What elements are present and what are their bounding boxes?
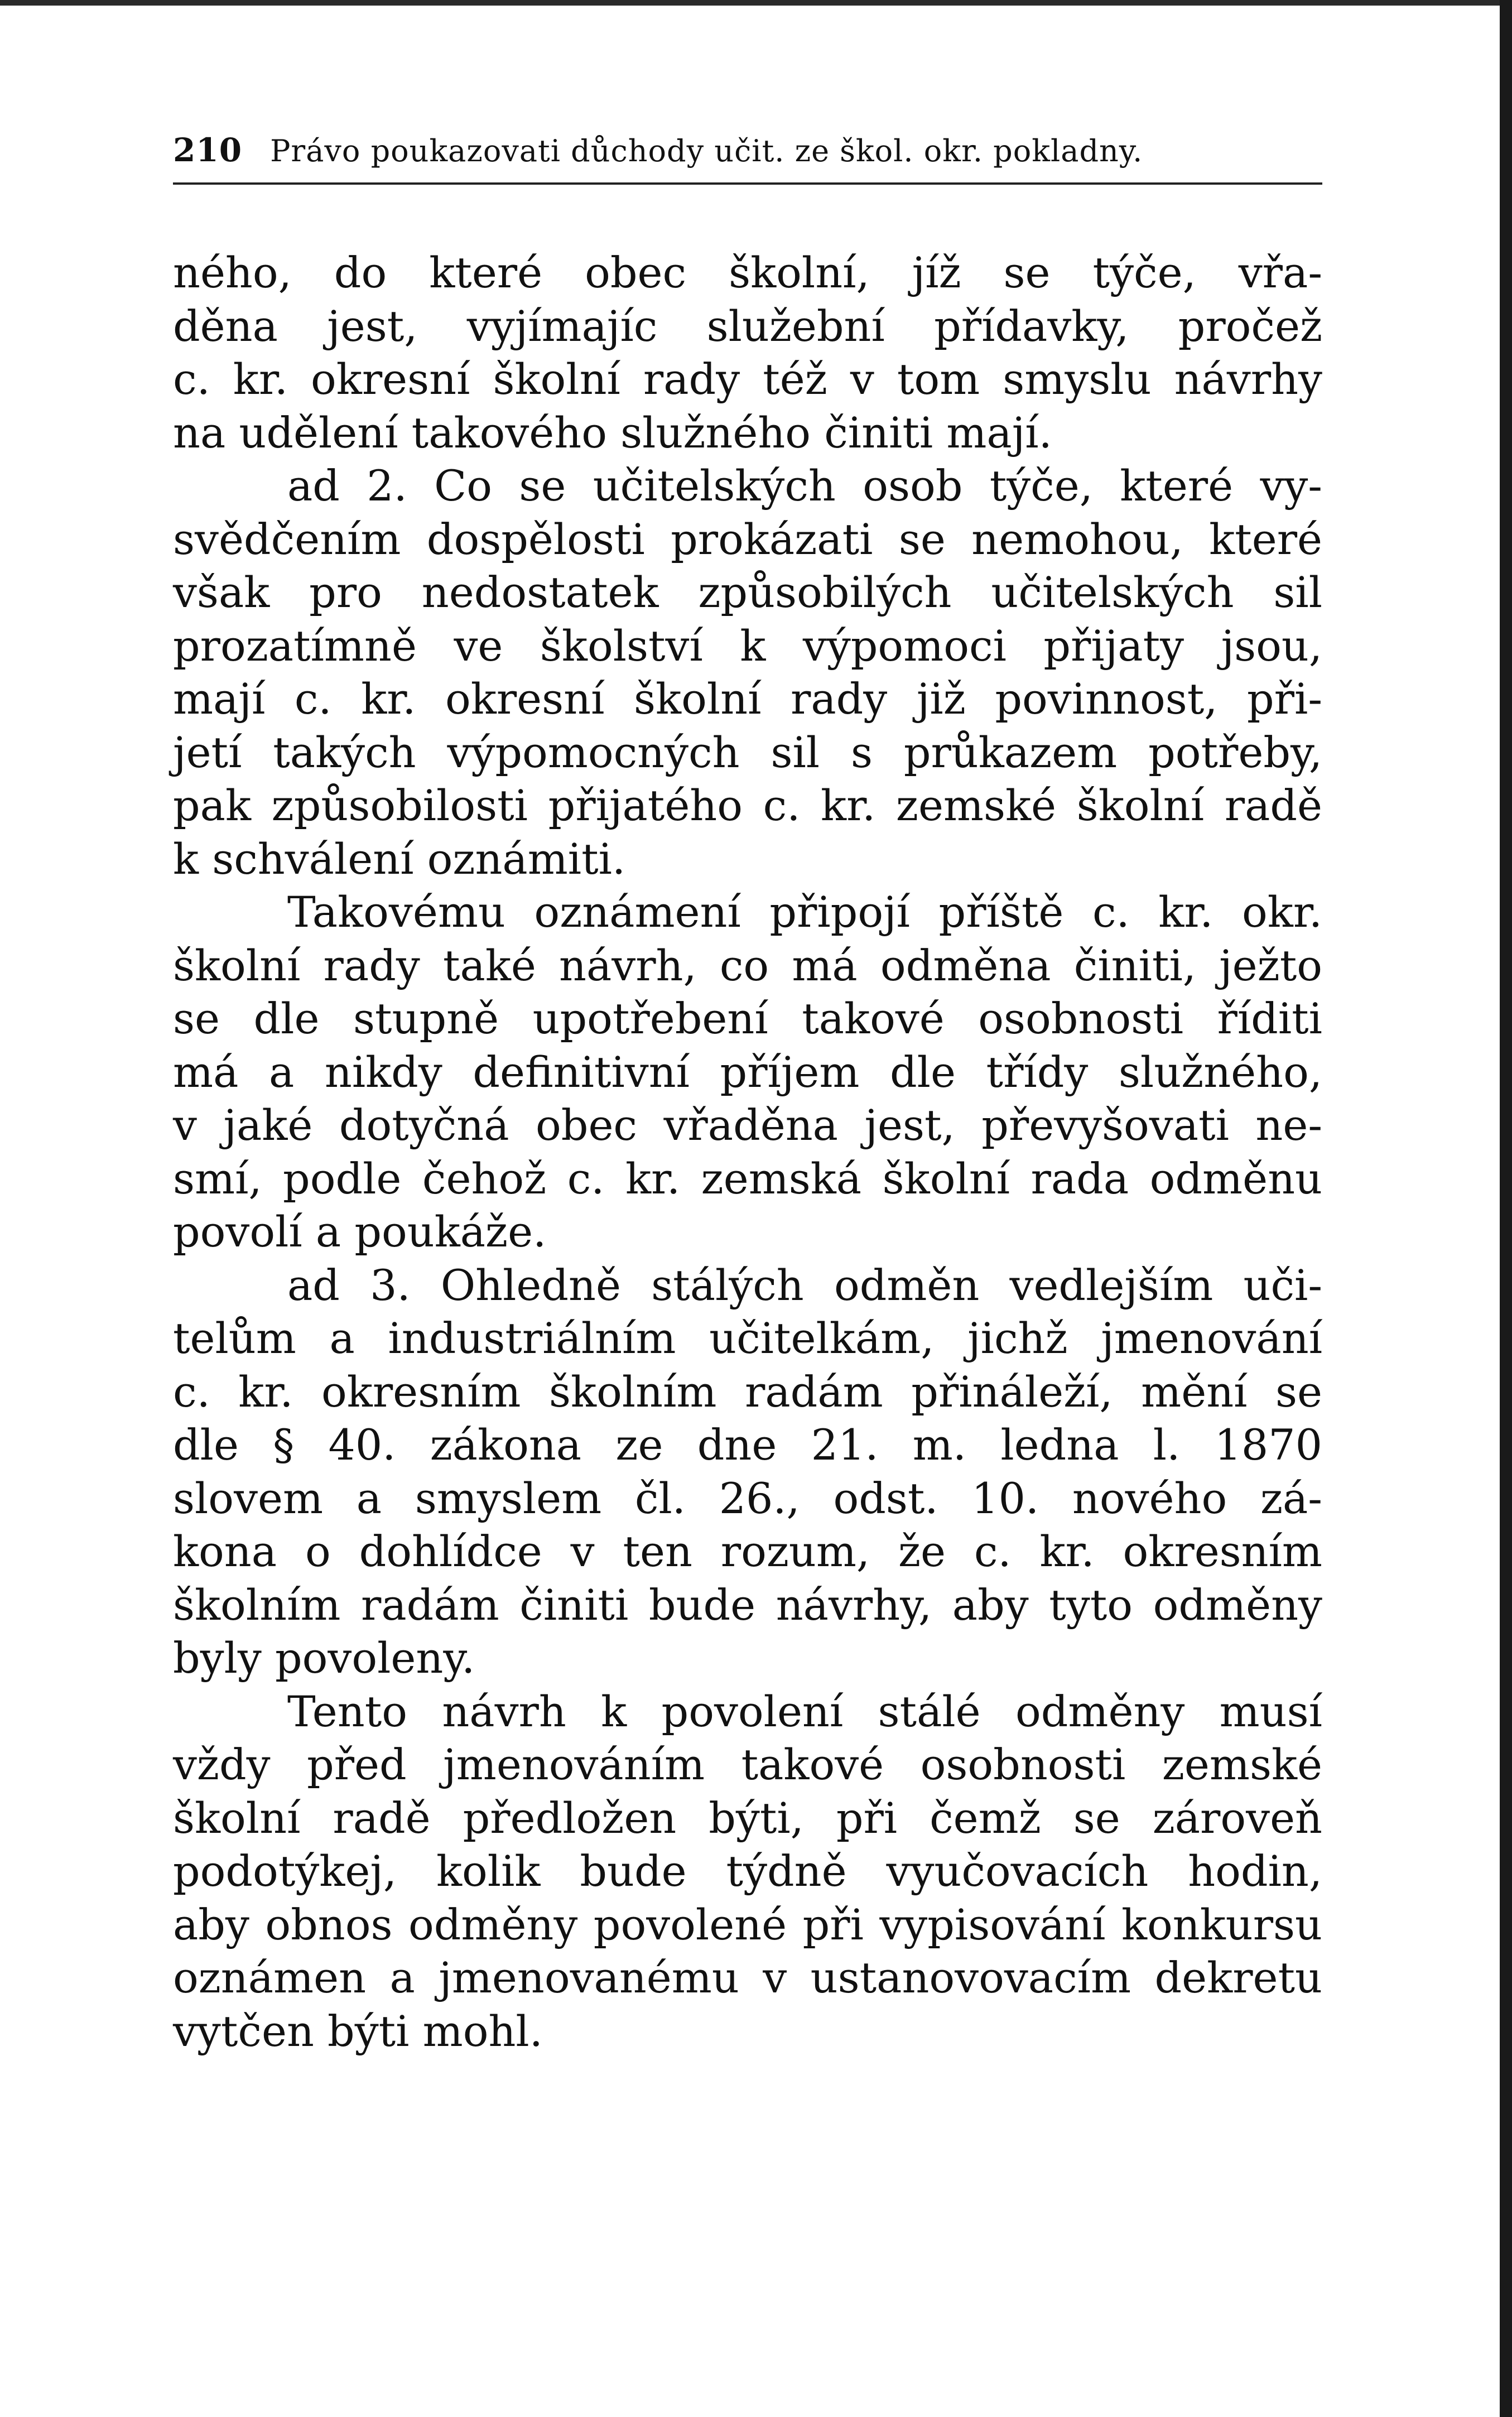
text-line: děna jest, vyjímajíc služební přídavky, pročež [173, 301, 1322, 351]
text-line: ného, do které obec školní, jíž se týče, vřa- [173, 248, 1322, 297]
text-line: oznámen a jmenovanému v ustanovovacím dekretu [173, 1953, 1322, 2002]
text-line: vytčen býti mohl. [173, 2006, 543, 2056]
text-line: podotýkej, kolik bude týdně vyučovacích hodin, [173, 1846, 1322, 1896]
scan-edge-top [0, 0, 1512, 6]
text-line: pak způsobilosti přijatého c. kr. zemské školní radě [173, 781, 1322, 830]
header-rule [173, 182, 1322, 185]
text-line: ad 3. Ohledně stálých odměn vedlejším uči- [287, 1260, 1322, 1310]
text-line: ad 2. Co se učitelských osob týče, které vy- [287, 461, 1322, 511]
text-line: má a nikdy definitivní příjem dle třídy služného, [173, 1047, 1322, 1097]
text-line: smí, podle čehož c. kr. zemská školní rada odměnu [173, 1153, 1322, 1203]
text-line: Takovému oznámení připojí příště c. kr. okr. [287, 887, 1322, 937]
page-header [173, 131, 1322, 169]
page-number: 210 [173, 131, 243, 169]
text-line: na udělení takového služného činiti mají. [173, 407, 1052, 458]
text-line: k schválení oznámiti. [173, 834, 626, 884]
text-line: svědčením dospělosti prokázati se nemohou, které [173, 514, 1322, 564]
text-line: se dle stupně upotřebení takové osobnosti říditi [173, 994, 1322, 1043]
text-line: povolí a poukáže. [173, 1207, 547, 1256]
text-line: prozatímně ve školství k výpomoci přijaty jsou, [173, 620, 1322, 671]
text-line: v jaké dotyčná obec vřaděna jest, převyšovati ne- [173, 1100, 1322, 1150]
text-line: slovem a smyslem čl. 26., odst. 10. nového zá- [173, 1473, 1322, 1523]
text-line: kona o dohlídce v ten rozum, že c. kr. okresním [173, 1527, 1322, 1576]
text-line: dle § 40. zákona ze dne 21. m. ledna l. 1870 [173, 1420, 1322, 1470]
text-line: školním radám činiti bude návrhy, aby tyto odměny [173, 1580, 1322, 1630]
text-line: mají c. kr. okresní školní rady již povinnost, při- [173, 674, 1322, 724]
text-line: c. kr. okresním školním radám přináleží, mění se [173, 1366, 1322, 1417]
text-line: byly povoleny. [173, 1633, 475, 1683]
text-line: telům a industriálním učitelkám, jichž jmenování [173, 1313, 1322, 1363]
text-line: aby obnos odměny povolené při vypisování konkursu [173, 1899, 1322, 1949]
text-line: c. kr. okresní školní rady též v tom smyslu návrhy [173, 354, 1322, 404]
text-line: školní rady také návrh, co má odměna činiti, ježto [173, 940, 1322, 990]
text-line: školní radě předložen býti, při čemž se zároveň [173, 1793, 1322, 1843]
book-page [173, 131, 1322, 2058]
text-line: vždy před jmenováním takové osobnosti zemské [173, 1740, 1322, 1789]
text-line: Tento návrh k povolení stálé odměny musí [287, 1686, 1322, 1736]
scan-edge-right [1500, 0, 1512, 2417]
text-line: jetí takých výpomocných sil s průkazem potřeby, [173, 727, 1322, 777]
text-line: však pro nedostatek způsobilých učitelských sil [173, 567, 1322, 617]
body-text [173, 246, 1322, 2058]
running-head: Právo poukazovati důchody učit. ze škol. okr. pokladny. [270, 133, 1143, 168]
